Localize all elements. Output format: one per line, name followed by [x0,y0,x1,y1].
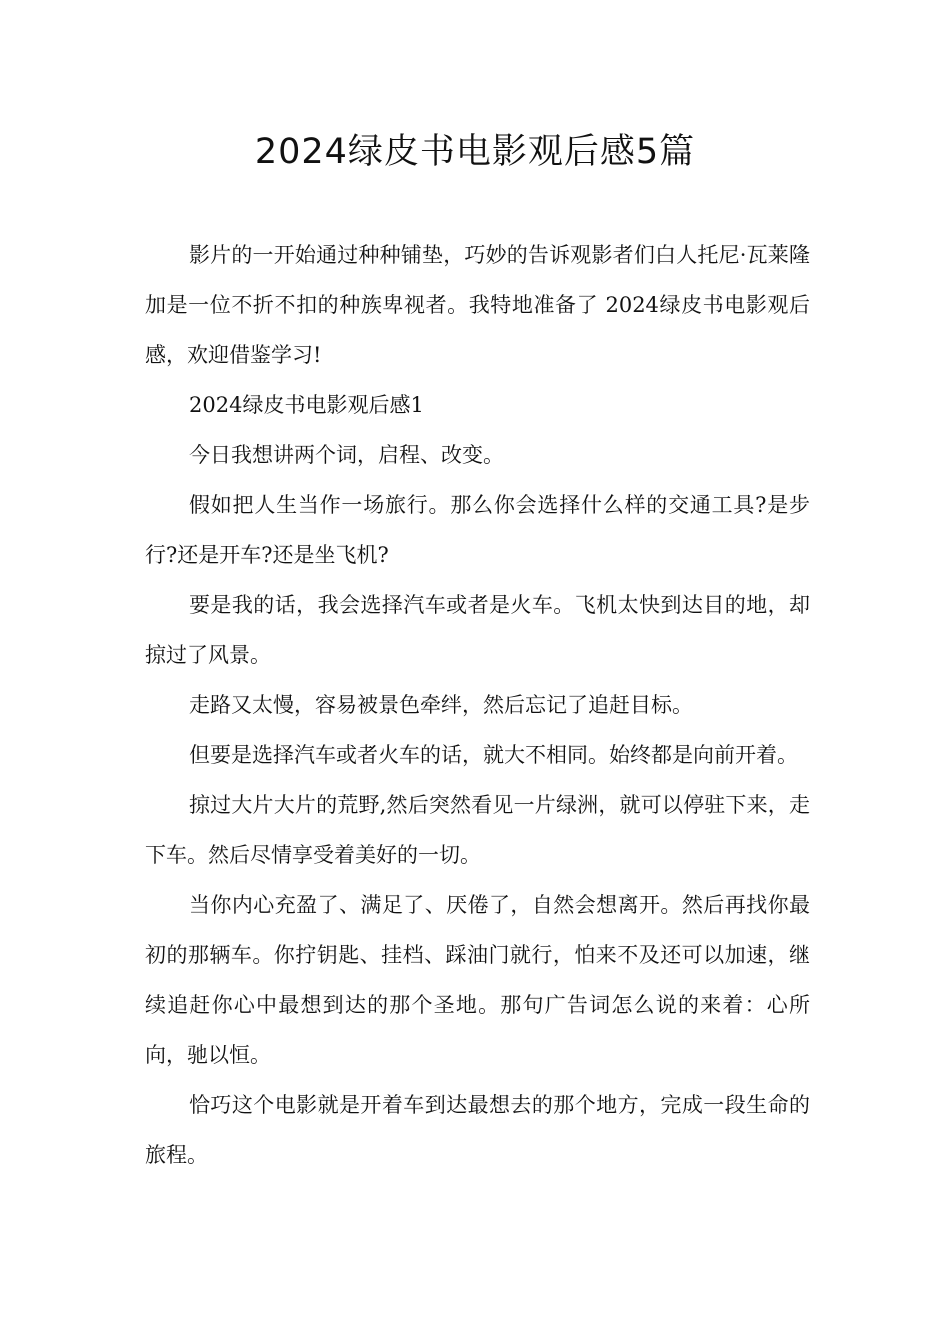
document-title: 2024绿皮书电影观后感5篇 [254,132,696,172]
paragraph: 但要是选择汽车或者火车的话，就大不相同。始终都是向前开着。 [189,743,798,767]
paragraph: 假如把人生当作一场旅行。那么你会选择什么样的交通工具?是步行?还是开车?还是坐飞机? [145,493,810,567]
paragraph: 掠过大片大片的荒野,然后突然看见一片绿洲，就可以停驻下来，走下车。然后尽情享受着美好的一切。 [145,793,810,867]
paragraph-intro: 影片的一开始通过种种铺垫，巧妙的告诉观影者们白人托尼·瓦莱隆加是一位不折不扣的种族卑视者。我特地准备了 2024绿皮书电影观后感，欢迎借鉴学习! [145,243,810,367]
paragraph: 今日我想讲两个词，启程、改变。 [189,443,504,467]
paragraph: 当你内心充盈了、满足了、厌倦了，自然会想离开。然后再找你最初的那辆车。你拧钥匙、挂档、踩油门就行，怕来不及还可以加速，继续追赶你心中最想到达的那个圣地。那句广告词怎么说的来着：心所向，驰以恒。 [145,893,810,1067]
paragraph: 恰巧这个电影就是开着车到达最想去的那个地方，完成一段生命的旅程。 [145,1093,810,1167]
paragraph-section-heading: 2024绿皮书电影观后感1 [189,393,424,417]
document-body [145,230,810,1180]
paragraph: 要是我的话，我会选择汽车或者是火车。飞机太快到达目的地，却掠过了风景。 [145,593,810,667]
paragraph: 走路又太慢，容易被景色牵绊，然后忘记了追赶目标。 [189,693,693,717]
